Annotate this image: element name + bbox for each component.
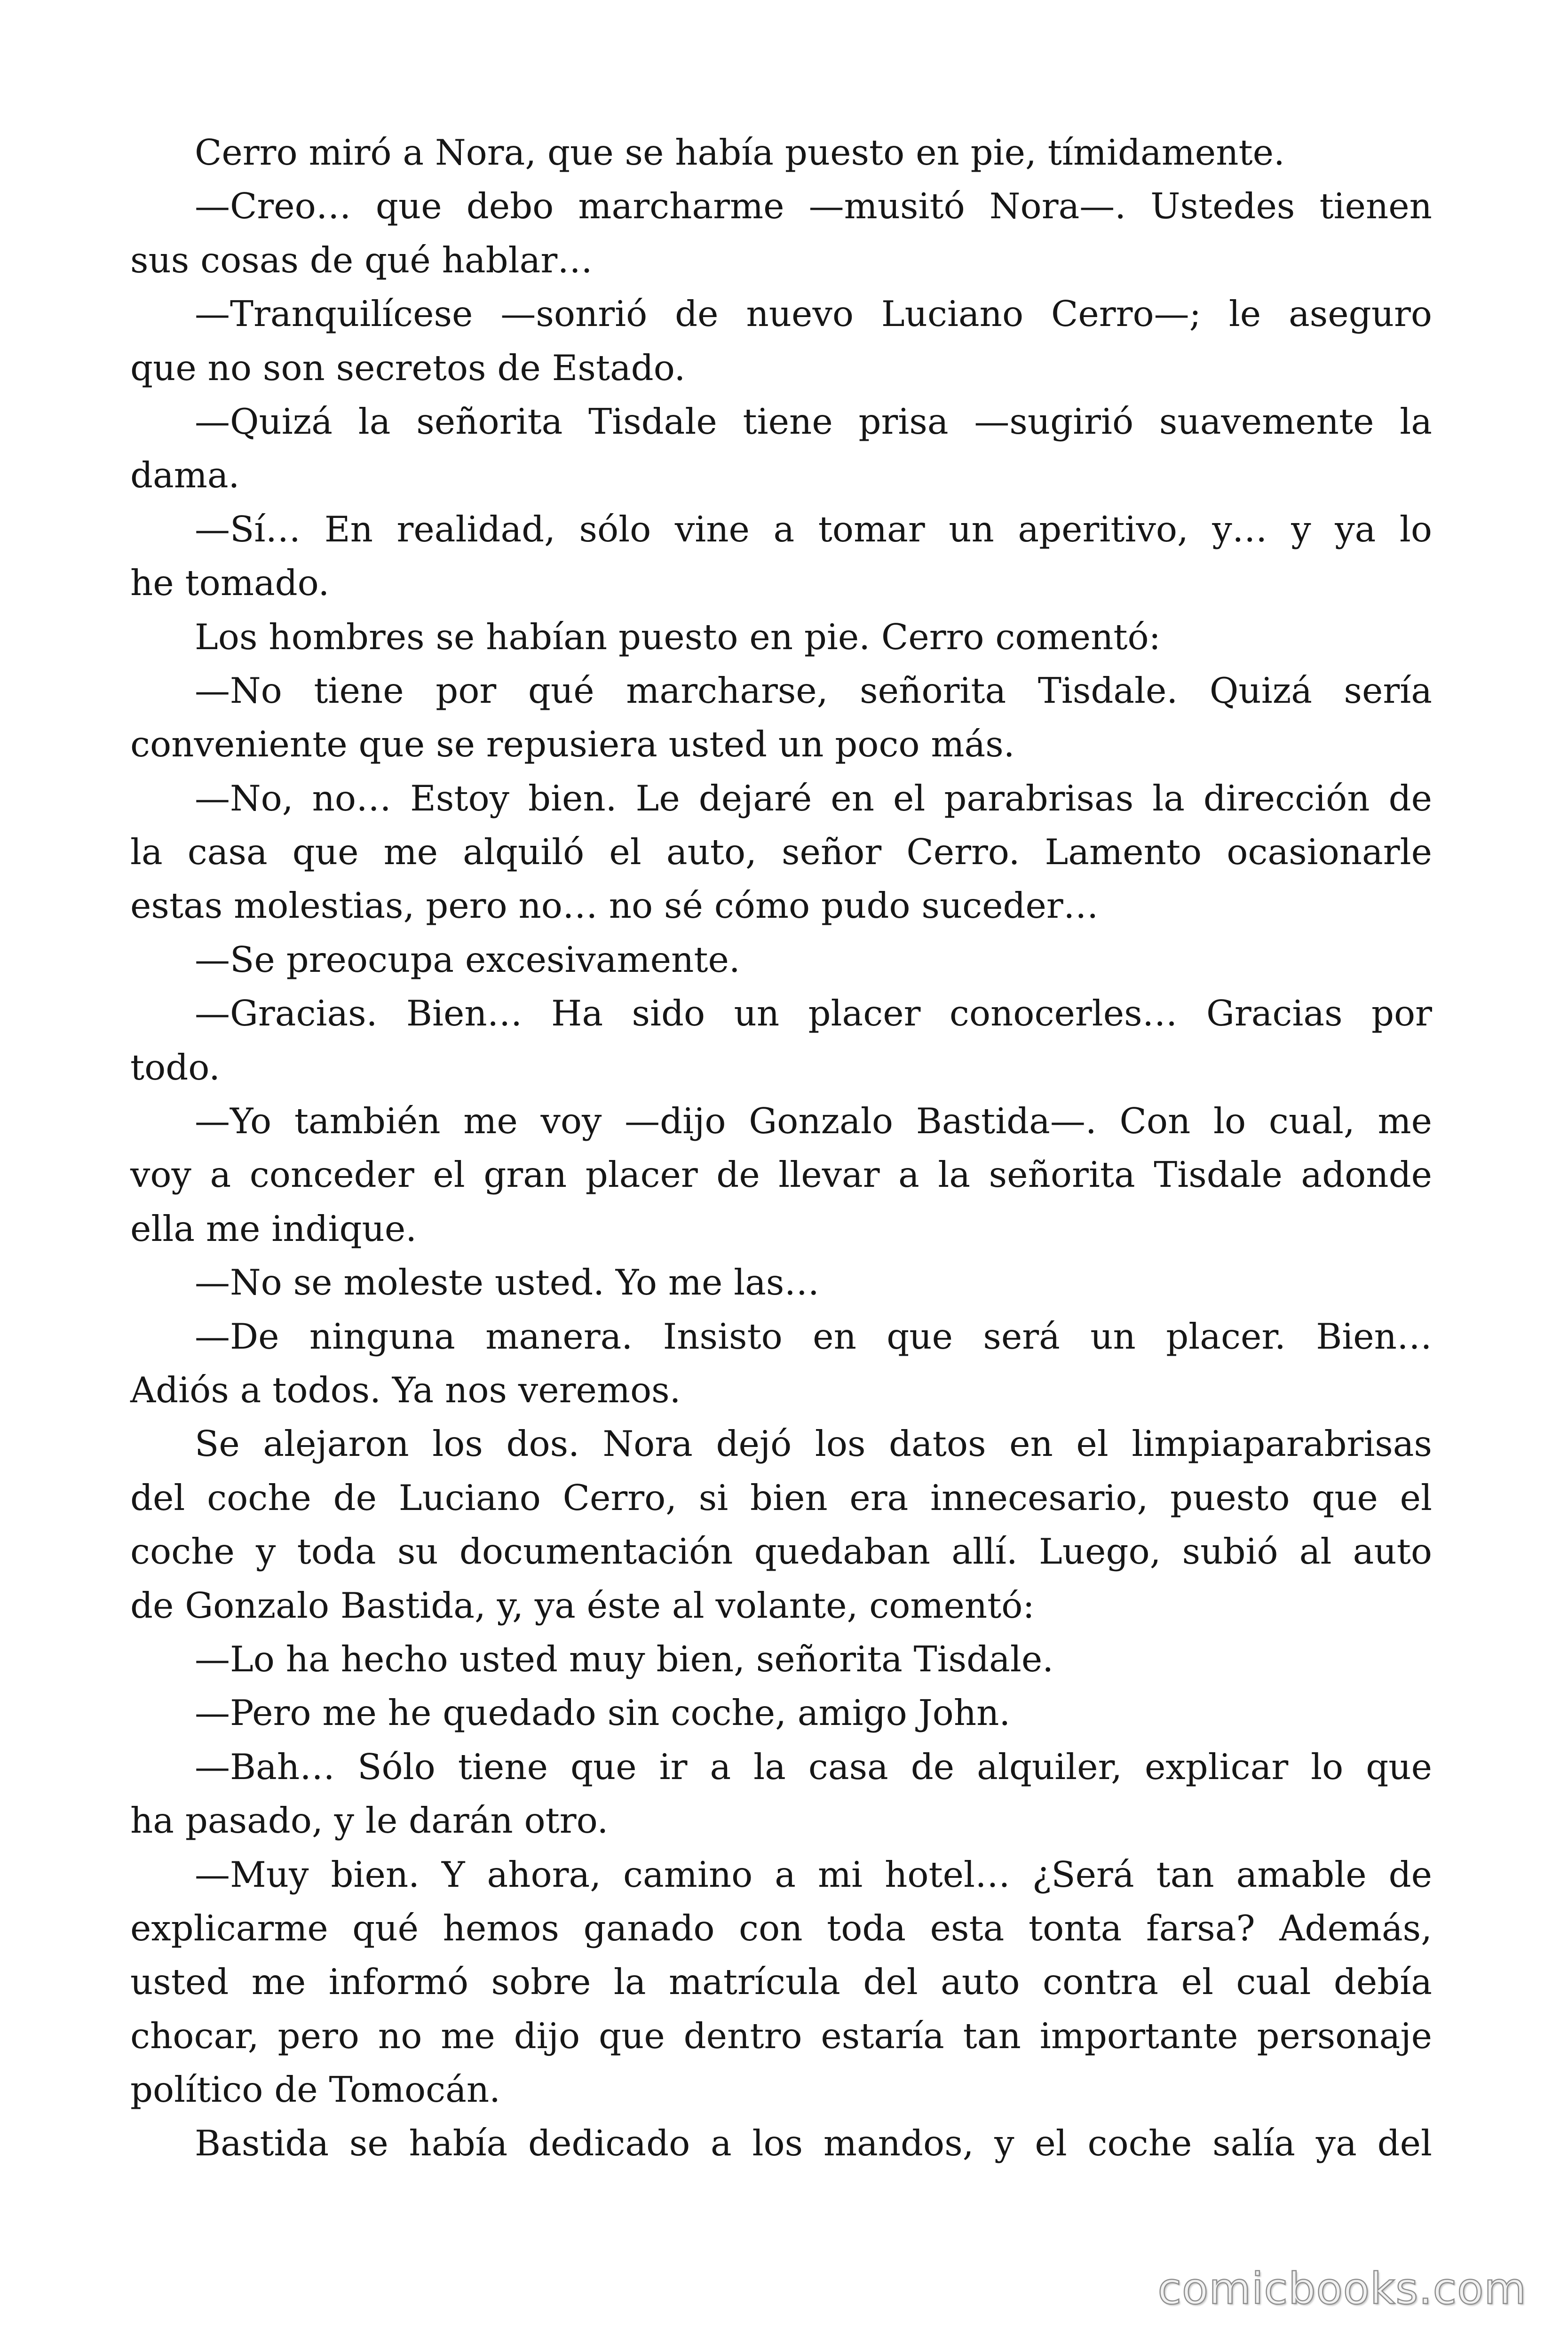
paragraph: [130, 664, 1432, 771]
paragraph: [130, 1310, 1432, 1417]
text-line: de Gonzalo Bastida, y, ya éste al volante, comentó:: [130, 1584, 1035, 1626]
text-line: —Gracias. Bien… Ha sido un placer conocerles… Gracias por: [195, 993, 1432, 1034]
text-line: —Tranquilícese —sonrió de nuevo Luciano Cerro—; le aseguro: [195, 293, 1432, 335]
text-line: —Pero me he quedado sin coche, amigo John.: [195, 1692, 1011, 1734]
text-line: —No se moleste usted. Yo me las…: [195, 1262, 820, 1303]
text-line: político de Tomocán.: [130, 2069, 500, 2111]
paragraph: [130, 771, 1432, 933]
text-line: —No tiene por qué marcharse, señorita Tisdale. Quizá sería: [195, 669, 1432, 711]
paragraph: [130, 502, 1432, 610]
text-line: del coche de Luciano Cerro, si bien era innecesario, puesto que el: [130, 1477, 1432, 1518]
paragraph: [130, 2116, 1432, 2170]
text-line: chocar, pero no me dijo que dentro estaría tan importante personaje: [130, 2015, 1432, 2057]
text-line: —Se preocupa excesivamente.: [195, 938, 740, 980]
text-line: —Bah… Sólo tiene que ir a la casa de alquiler, explicar lo que: [195, 1746, 1432, 1788]
paragraph: [130, 126, 1432, 179]
paragraph: [130, 1417, 1432, 1632]
text-line: Se alejaron los dos. Nora dejó los datos en el limpiaparabrisas: [195, 1423, 1432, 1465]
paragraph: [130, 395, 1432, 502]
text-line: voy a conceder el gran placer de llevar a la señorita Tisdale adonde: [130, 1154, 1432, 1196]
paragraph: [130, 179, 1432, 287]
paragraph: [130, 1740, 1432, 1848]
text-line: todo.: [130, 1046, 220, 1088]
paragraph: [130, 1848, 1432, 2117]
paragraph: [130, 1632, 1432, 1686]
paragraph: [130, 986, 1432, 1094]
watermark-text: comicbooks.com: [1157, 2264, 1527, 2314]
text-line: coche y toda su documentación quedaban allí. Luego, subió al auto: [130, 1531, 1432, 1573]
text-line: ella me indique.: [130, 1208, 417, 1249]
text-line: explicarme qué hemos ganado con toda esta tonta farsa? Además,: [130, 1907, 1432, 1949]
text-line: ha pasado, y le darán otro.: [130, 1800, 609, 1842]
text-line: —Quizá la señorita Tisdale tiene prisa —sugirió suavemente la: [195, 400, 1432, 442]
text-line: —Lo ha hecho usted muy bien, señorita Tisdale.: [195, 1638, 1054, 1680]
page-text: [130, 126, 1432, 2170]
text-line: Bastida se había dedicado a los mandos, y el coche salía ya del: [195, 2122, 1432, 2164]
text-line: Adiós a todos. Ya nos veremos.: [130, 1369, 681, 1411]
text-line: usted me informó sobre la matrícula del auto contra el cual debía: [130, 1961, 1432, 2003]
text-line: —Muy bien. Y ahora, camino a mi hotel… ¿Será tan amable de: [195, 1853, 1432, 1895]
text-line: estas molestias, pero no… no sé cómo pudo suceder…: [130, 885, 1099, 927]
text-line: —Yo también me voy —dijo Gonzalo Bastida—. Con lo cual, me: [195, 1100, 1432, 1142]
text-line: sus cosas de qué hablar…: [130, 239, 593, 281]
text-line: —De ninguna manera. Insisto en que será un placer. Bien…: [195, 1315, 1432, 1357]
text-line: he tomado.: [130, 562, 330, 604]
text-line: Cerro miró a Nora, que se había puesto en pie, tímidamente.: [195, 132, 1285, 173]
paragraph: [130, 287, 1432, 395]
text-line: conveniente que se repusiera usted un poco más.: [130, 723, 1015, 765]
text-line: —Creo… que debo marcharme —musitó Nora—. Ustedes tienen: [195, 185, 1432, 227]
paragraph: [130, 933, 1432, 986]
paragraph: [130, 1686, 1432, 1740]
text-line: dama.: [130, 454, 240, 496]
text-line: que no son secretos de Estado.: [130, 347, 686, 389]
paragraph: [130, 1094, 1432, 1255]
text-line: Los hombres se habían puesto en pie. Cerro comentó:: [195, 616, 1161, 658]
text-line: la casa que me alquiló el auto, señor Cerro. Lamento ocasionarle: [130, 831, 1432, 873]
paragraph: [130, 1255, 1432, 1309]
text-line: —Sí… En realidad, sólo vine a tomar un aperitivo, y… y ya lo: [195, 508, 1432, 550]
text-line: —No, no… Estoy bien. Le dejaré en el parabrisas la dirección de: [195, 777, 1432, 819]
paragraph: [130, 610, 1432, 664]
